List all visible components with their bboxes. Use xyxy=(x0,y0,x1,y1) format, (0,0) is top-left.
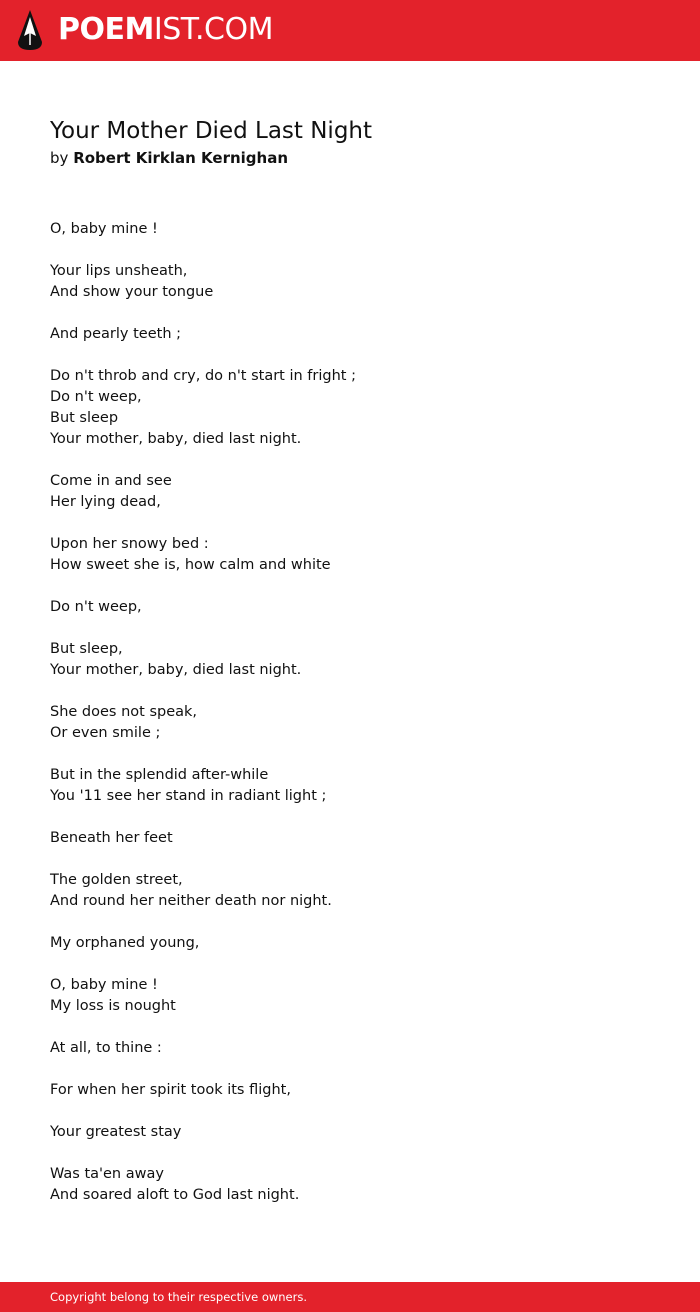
pen-nib-icon xyxy=(16,9,44,51)
poem-line: Come in and see xyxy=(50,473,172,489)
poem-stanza xyxy=(50,471,650,513)
poem-line: O, baby mine ! xyxy=(50,221,158,237)
site-footer xyxy=(0,1282,700,1312)
poem-line: She does not speak, xyxy=(50,704,198,720)
poem-stanza xyxy=(50,366,650,450)
poem-line: At all, to thine : xyxy=(50,1040,162,1056)
poem-line: My loss is nought xyxy=(50,998,176,1014)
poem-line: And show your tongue xyxy=(50,284,214,300)
poem-stanza xyxy=(50,975,650,1017)
poem-title: Your Mother Died Last Night xyxy=(50,118,373,144)
poem-line: For when her spirit took its flight, xyxy=(50,1082,291,1098)
poem-stanza xyxy=(50,597,650,618)
logo-wordmark-light: IST.COM xyxy=(153,12,273,47)
poem-stanza xyxy=(50,765,650,807)
poem-line: Your mother, baby, died last night. xyxy=(50,662,302,678)
poem-line: You '11 see her stand in radiant light ; xyxy=(50,788,327,804)
poem-line: O, baby mine ! xyxy=(50,977,158,993)
poem-line: Upon her snowy bed : xyxy=(50,536,209,552)
site-logo[interactable] xyxy=(16,9,273,51)
poem-stanza xyxy=(50,828,650,849)
poem-line: My orphaned young, xyxy=(50,935,200,951)
poem-line: Your greatest stay xyxy=(50,1124,182,1140)
logo-wordmark xyxy=(58,9,273,51)
poem-line: Her lying dead, xyxy=(50,494,161,510)
poem-stanza xyxy=(50,324,650,345)
site-header xyxy=(0,0,700,61)
poem-author[interactable]: Robert Kirklan Kernighan xyxy=(73,149,289,167)
poem-line: And soared aloft to God last night. xyxy=(50,1187,300,1203)
poem-stanza xyxy=(50,702,650,744)
poem-line: And pearly teeth ; xyxy=(50,326,182,342)
logo-wordmark-bold: POEM xyxy=(58,12,154,47)
poem-line: But sleep xyxy=(50,410,119,426)
poem-stanza xyxy=(50,261,650,303)
poem-line: And round her neither death nor night. xyxy=(50,893,332,909)
poem-line: Your mother, baby, died last night. xyxy=(50,431,302,447)
poem-stanza xyxy=(50,534,650,576)
poem-line: Do n't throb and cry, do n't start in fright ; xyxy=(50,368,356,384)
poem-stanza xyxy=(50,1164,650,1206)
by-label: by xyxy=(50,149,69,167)
poem-line: Beneath her feet xyxy=(50,830,173,846)
poem-stanza xyxy=(50,219,650,240)
poem-line: The golden street, xyxy=(50,872,183,888)
poem-line: But in the splendid after-while xyxy=(50,767,269,783)
poem-stanza xyxy=(50,933,650,954)
poem-line: Your lips unsheath, xyxy=(50,263,188,279)
poem-line: Do n't weep, xyxy=(50,389,142,405)
poem-stanza xyxy=(50,1122,650,1143)
poem-stanza xyxy=(50,870,650,912)
poem-line: Was ta'en away xyxy=(50,1166,164,1182)
copyright-notice: Copyright belong to their respective owners. xyxy=(50,1290,308,1304)
poem-stanza xyxy=(50,639,650,681)
poem-line: Or even smile ; xyxy=(50,725,161,741)
poem-line: Do n't weep, xyxy=(50,599,142,615)
poem-line: But sleep, xyxy=(50,641,123,657)
poem-line: How sweet she is, how calm and white xyxy=(50,557,331,573)
poem-body xyxy=(50,219,650,1227)
poem-stanza xyxy=(50,1038,650,1059)
poem-byline xyxy=(50,148,288,169)
poem-stanza xyxy=(50,1080,650,1101)
